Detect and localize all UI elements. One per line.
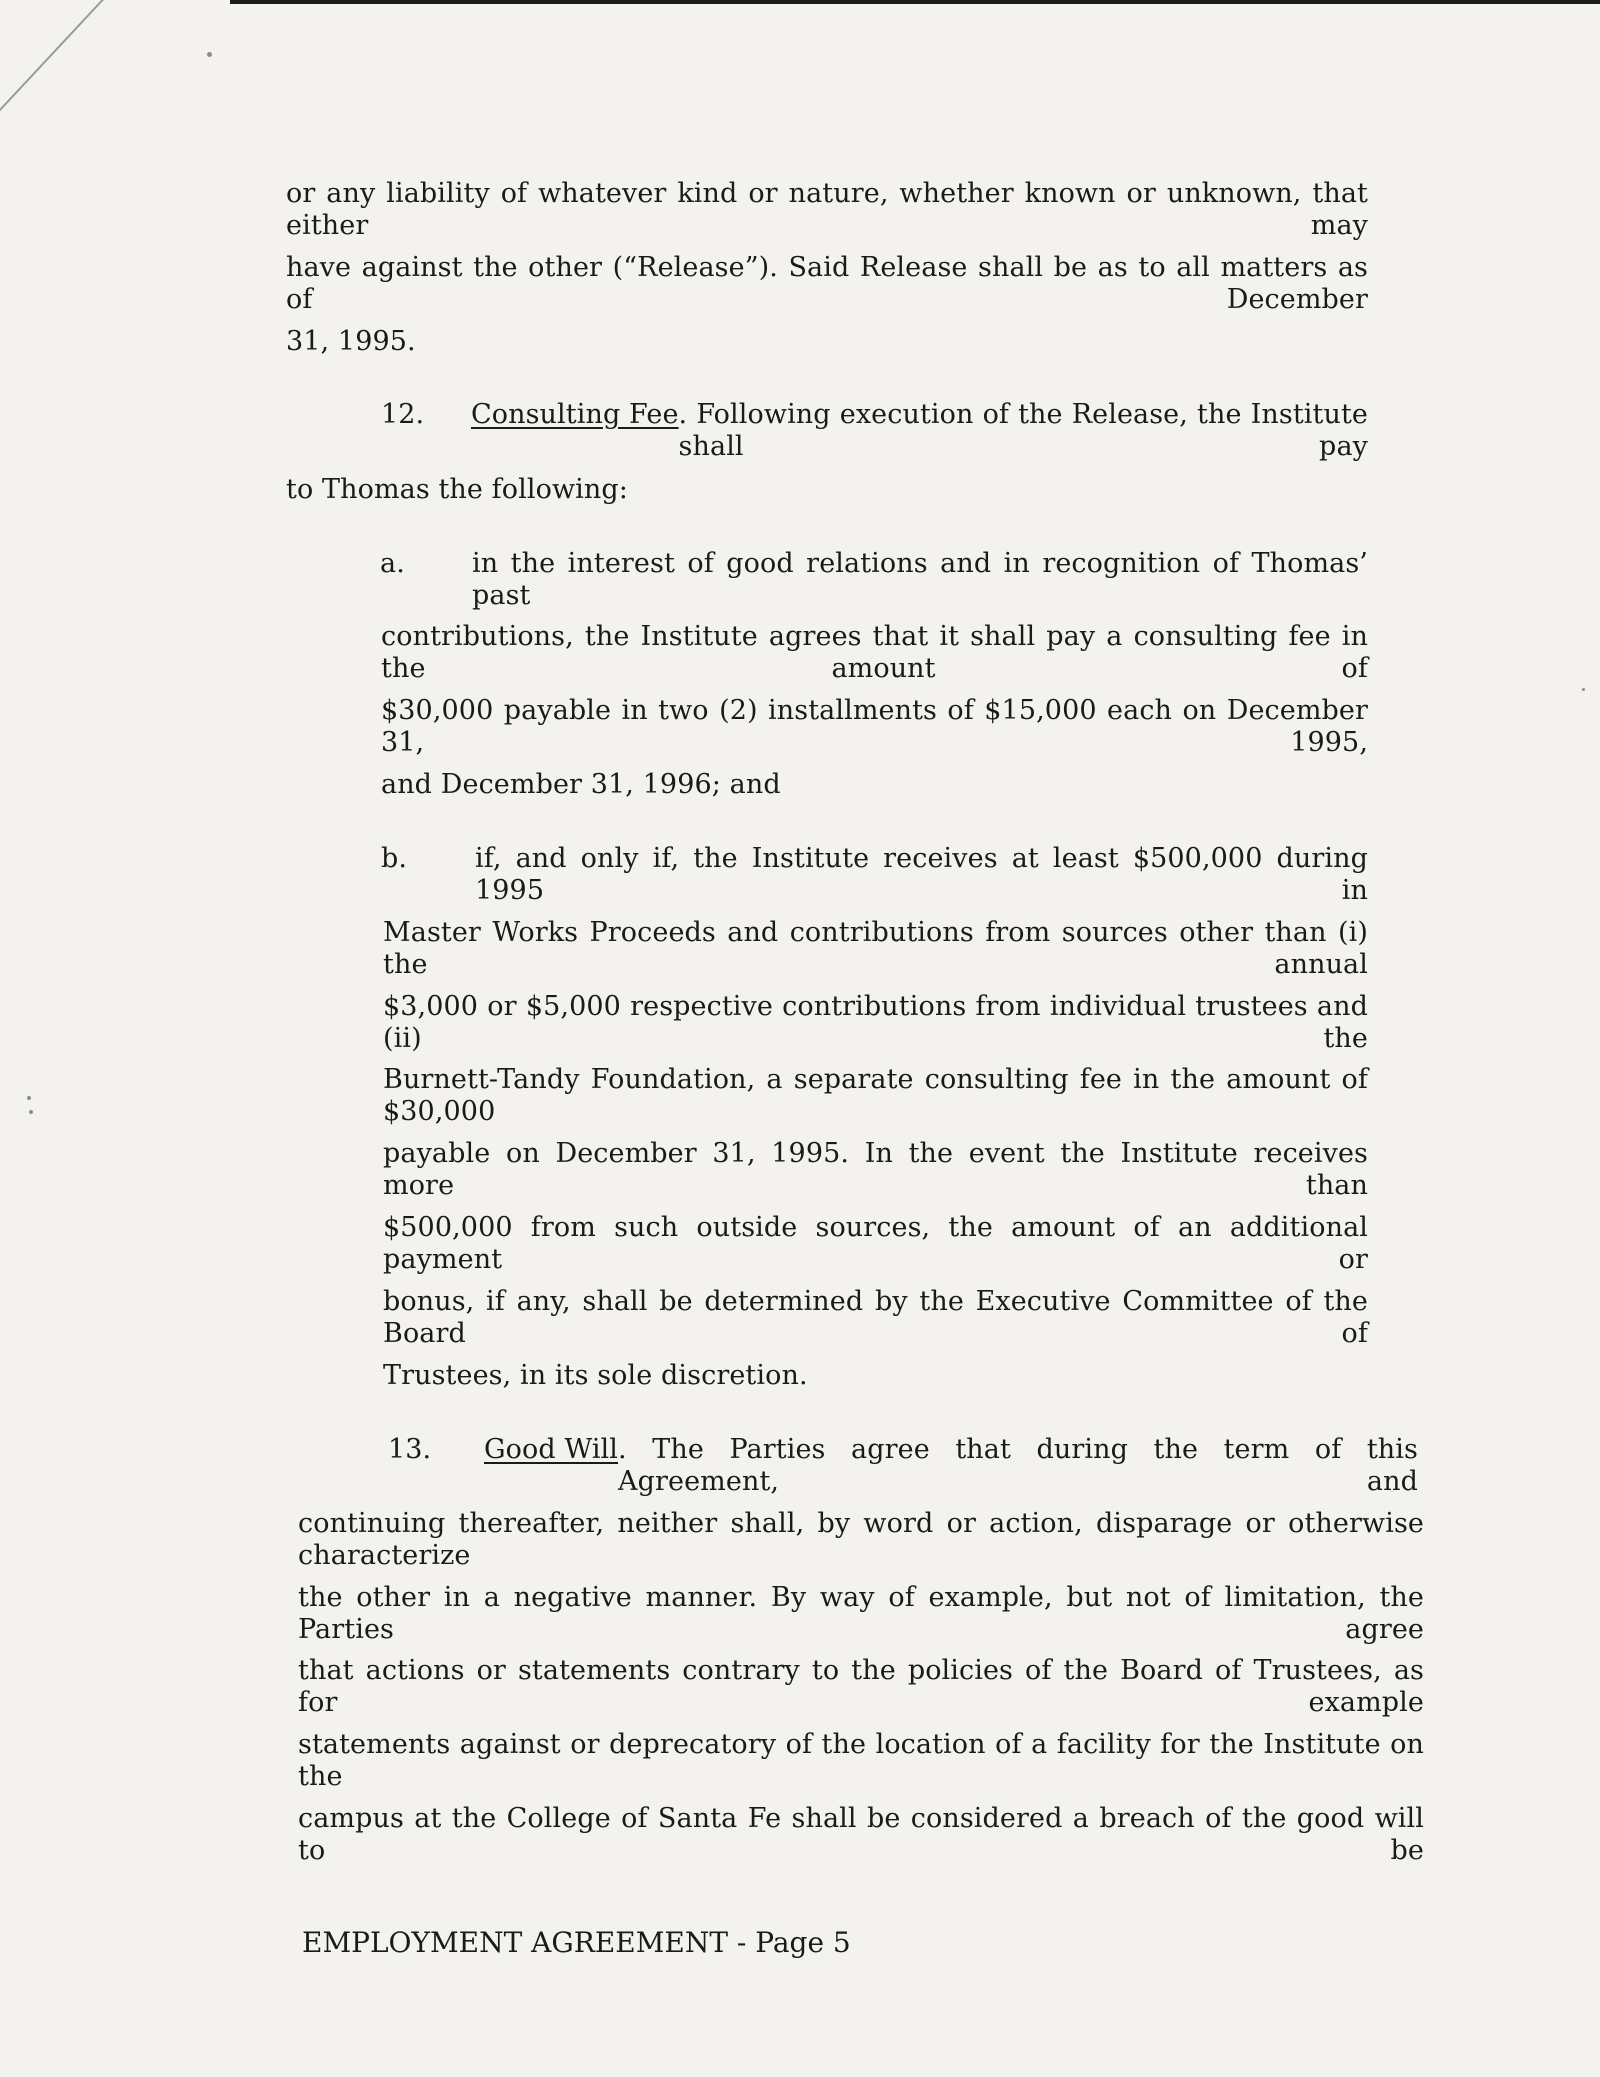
section-13-line-4: that actions or statements contrary to the policies of the Board of Trustees, as for example [298,1655,1424,1718]
item-b-line-5: payable on December 31, 1995. In the event the Institute receives more than [383,1138,1368,1201]
section-12-title: Consulting Fee [471,399,679,430]
item-b-line-3: $3,000 or $5,000 respective contributions from individual trustees and (ii) the [383,991,1368,1054]
scan-speck [29,1110,33,1114]
body-line-1: or any liability of whatever kind or nature, whether known or unknown, that either may [286,178,1368,241]
item-a-label: a. [380,548,405,579]
item-b-line-7: bonus, if any, shall be determined by the Executive Committee of the Board of [383,1286,1368,1349]
item-a-line-3: $30,000 payable in two (2) installments of $15,000 each on December 31, 1995, [381,695,1368,758]
item-a-line-2: contributions, the Institute agrees that it shall pay a consulting fee in the amount of [381,621,1368,684]
item-b-label: b. [381,843,408,874]
item-b-line-8: Trustees, in its sole discretion. [383,1360,808,1391]
section-12-heading-line [471,399,1368,463]
page-fold-line [0,0,190,127]
scan-speck [207,52,212,57]
section-13-text: . The Parties agree that during the term of this Agreement, and [618,1434,1418,1497]
item-a-line-1: in the interest of good relations and in recognition of Thomas’ past [472,548,1368,611]
section-12-text: . Following execution of the Release, the Institute shall pay [678,399,1368,462]
section-13-line-5: statements against or deprecatory of the location of a facility for the Institute on the [298,1729,1424,1792]
item-b-line-1: if, and only if, the Institute receives at least $500,000 during 1995 in [475,843,1368,906]
section-13-title: Good Will [484,1434,619,1465]
page-footer: EMPLOYMENT AGREEMENT - Page 5 [302,1926,851,1959]
item-b-line-4: Burnett-Tandy Foundation, a separate consulting fee in the amount of $30,000 [383,1064,1368,1127]
scan-speck [27,1096,31,1100]
body-line-7: to Thomas the following: [286,474,628,505]
page-top-edge [230,0,1600,4]
section-13-line-3: the other in a negative manner. By way of example, but not of limitation, the Parties agree [298,1582,1424,1645]
section-13-line-6: campus at the College of Santa Fe shall be considered a breach of the good will to be [298,1803,1424,1866]
body-line-2: have against the other (“Release”). Said Release shall be as to all matters as of December [286,252,1368,315]
section-13-number: 13. [388,1434,432,1465]
item-b-line-2: Master Works Proceeds and contributions from sources other than (i) the annual [383,917,1368,980]
item-b-line-6: $500,000 from such outside sources, the amount of an additional payment or [383,1212,1368,1275]
scan-speck [1582,688,1585,691]
section-13-heading-line [484,1434,1418,1498]
section-12-number: 12. [381,399,425,430]
section-13-line-2: continuing thereafter, neither shall, by word or action, disparage or otherwise characterize [298,1508,1424,1571]
item-a-line-4: and December 31, 1996; and [381,769,781,800]
body-line-3: 31, 1995. [286,326,416,357]
